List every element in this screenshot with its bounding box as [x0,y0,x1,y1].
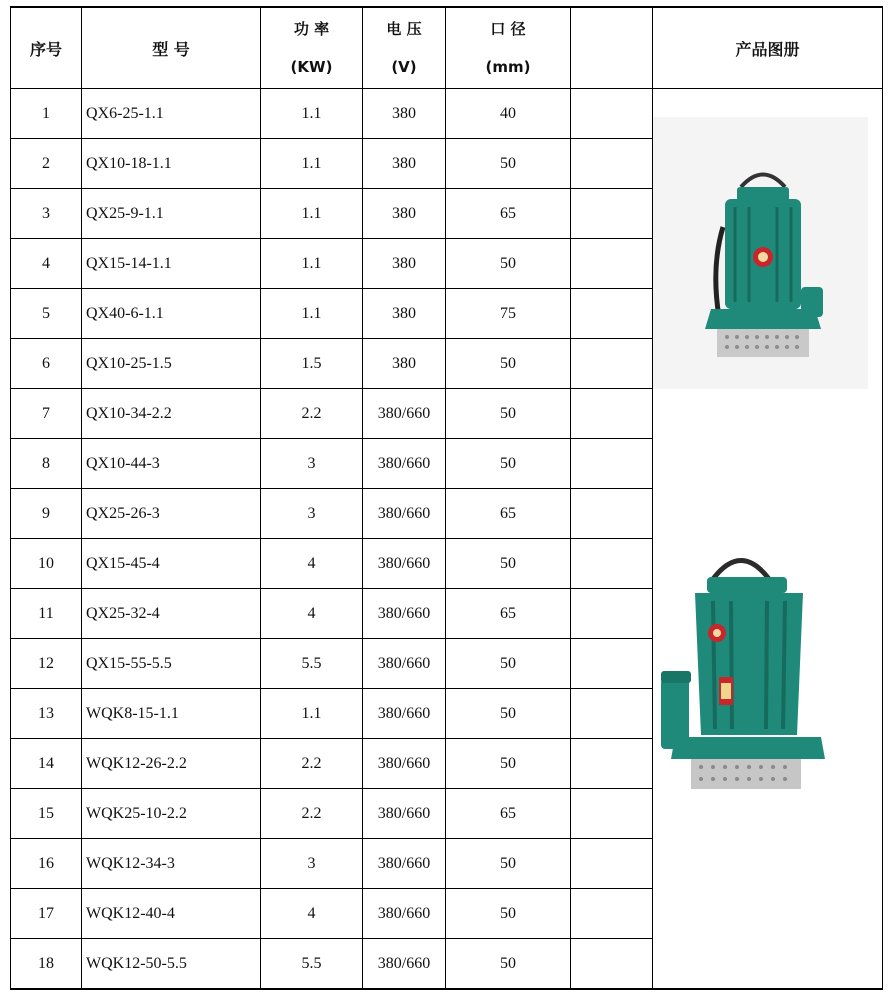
cell-diameter: 50 [446,939,571,990]
cell-index: 12 [11,639,82,689]
cell-blank [571,489,653,539]
cell-blank [571,289,653,339]
cell-power: 1.1 [261,189,363,239]
submersible-pump-icon [661,537,829,805]
cell-index: 1 [11,89,82,139]
cell-diameter: 75 [446,289,571,339]
cell-diameter: 50 [446,689,571,739]
table-row [11,89,883,139]
header-diameter [446,7,571,89]
header-power-label: 功 率 [293,20,330,38]
submersible-pump-icon [653,117,868,389]
cell-voltage: 380/660 [363,839,446,889]
cell-index: 2 [11,139,82,189]
cell-blank [571,189,653,239]
cell-diameter: 50 [446,639,571,689]
cell-voltage: 380/660 [363,739,446,789]
cell-voltage: 380 [363,89,446,139]
cell-voltage: 380/660 [363,489,446,539]
cell-model: QX15-14-1.1 [82,239,261,289]
cell-power: 3 [261,489,363,539]
cell-blank [571,639,653,689]
cell-voltage: 380 [363,339,446,389]
cell-model: QX25-9-1.1 [82,189,261,239]
cell-index: 14 [11,739,82,789]
product-image-cell [653,89,883,990]
cell-index: 13 [11,689,82,739]
cell-diameter: 50 [446,139,571,189]
cell-diameter: 65 [446,789,571,839]
pump-image-large [661,537,829,805]
cell-model: QX25-26-3 [82,489,261,539]
cell-blank [571,439,653,489]
cell-voltage: 380/660 [363,539,446,589]
cell-diameter: 50 [446,839,571,889]
cell-diameter: 40 [446,89,571,139]
cell-index: 4 [11,239,82,289]
cell-blank [571,89,653,139]
header-voltage-unit: (V) [391,58,417,76]
header-voltage-label: 电 压 [386,20,422,38]
cell-power: 5.5 [261,939,363,990]
cell-power: 1.5 [261,339,363,389]
header-power-unit: (KW) [290,58,333,76]
cell-diameter: 50 [446,389,571,439]
cell-index: 8 [11,439,82,489]
cell-power: 4 [261,589,363,639]
spec-table-container [10,6,883,990]
cell-power: 2.2 [261,789,363,839]
cell-index: 9 [11,489,82,539]
cell-voltage: 380/660 [363,939,446,990]
cell-blank [571,789,653,839]
cell-power: 1.1 [261,239,363,289]
cell-blank [571,389,653,439]
cell-power: 1.1 [261,89,363,139]
cell-diameter: 50 [446,239,571,289]
cell-index: 11 [11,589,82,639]
pump-image-small [653,117,868,389]
cell-voltage: 380/660 [363,439,446,489]
cell-index: 5 [11,289,82,339]
header-blank [571,7,653,89]
cell-model: QX6-25-1.1 [82,89,261,139]
cell-model: WQK12-50-5.5 [82,939,261,990]
cell-index: 7 [11,389,82,439]
cell-diameter: 50 [446,739,571,789]
cell-model: WQK12-34-3 [82,839,261,889]
cell-voltage: 380 [363,139,446,189]
cell-voltage: 380/660 [363,589,446,639]
cell-voltage: 380/660 [363,389,446,439]
cell-voltage: 380 [363,289,446,339]
cell-voltage: 380 [363,239,446,289]
header-row [11,7,883,89]
cell-model: QX10-25-1.5 [82,339,261,389]
cell-power: 3 [261,439,363,489]
cell-index: 10 [11,539,82,589]
cell-power: 2.2 [261,389,363,439]
cell-model: QX10-34-2.2 [82,389,261,439]
cell-index: 6 [11,339,82,389]
cell-blank [571,339,653,389]
cell-model: QX25-32-4 [82,589,261,639]
cell-index: 3 [11,189,82,239]
cell-diameter: 50 [446,539,571,589]
cell-diameter: 50 [446,339,571,389]
cell-power: 5.5 [261,639,363,689]
cell-blank [571,889,653,939]
cell-diameter: 65 [446,489,571,539]
cell-index: 18 [11,939,82,990]
cell-diameter: 65 [446,589,571,639]
cell-model: QX15-45-4 [82,539,261,589]
cell-voltage: 380/660 [363,639,446,689]
cell-diameter: 50 [446,889,571,939]
cell-power: 4 [261,539,363,589]
cell-model: QX40-6-1.1 [82,289,261,339]
cell-blank [571,539,653,589]
cell-model: QX15-55-5.5 [82,639,261,689]
header-power [261,7,363,89]
cell-blank [571,939,653,990]
cell-power: 2.2 [261,739,363,789]
cell-model: QX10-18-1.1 [82,139,261,189]
cell-model: WQK12-40-4 [82,889,261,939]
cell-power: 1.1 [261,289,363,339]
header-voltage [363,7,446,89]
cell-blank [571,589,653,639]
cell-blank [571,239,653,289]
cell-blank [571,739,653,789]
cell-model: QX10-44-3 [82,439,261,489]
cell-power: 1.1 [261,139,363,189]
header-model: 型 号 [82,7,261,89]
cell-voltage: 380/660 [363,789,446,839]
cell-diameter: 50 [446,439,571,489]
cell-voltage: 380/660 [363,689,446,739]
cell-index: 15 [11,789,82,839]
header-image: 产品图册 [653,7,883,89]
cell-blank [571,839,653,889]
cell-model: WQK8-15-1.1 [82,689,261,739]
header-index: 序号 [11,7,82,89]
header-diameter-label: 口 径 [490,20,526,38]
cell-power: 1.1 [261,689,363,739]
cell-index: 16 [11,839,82,889]
header-diameter-unit: (mm) [485,58,531,76]
cell-voltage: 380 [363,189,446,239]
cell-model: WQK12-26-2.2 [82,739,261,789]
cell-model: WQK25-10-2.2 [82,789,261,839]
cell-power: 3 [261,839,363,889]
pump-spec-table [10,6,883,990]
cell-power: 4 [261,889,363,939]
cell-blank [571,689,653,739]
cell-blank [571,139,653,189]
cell-index: 17 [11,889,82,939]
cell-diameter: 65 [446,189,571,239]
cell-voltage: 380/660 [363,889,446,939]
